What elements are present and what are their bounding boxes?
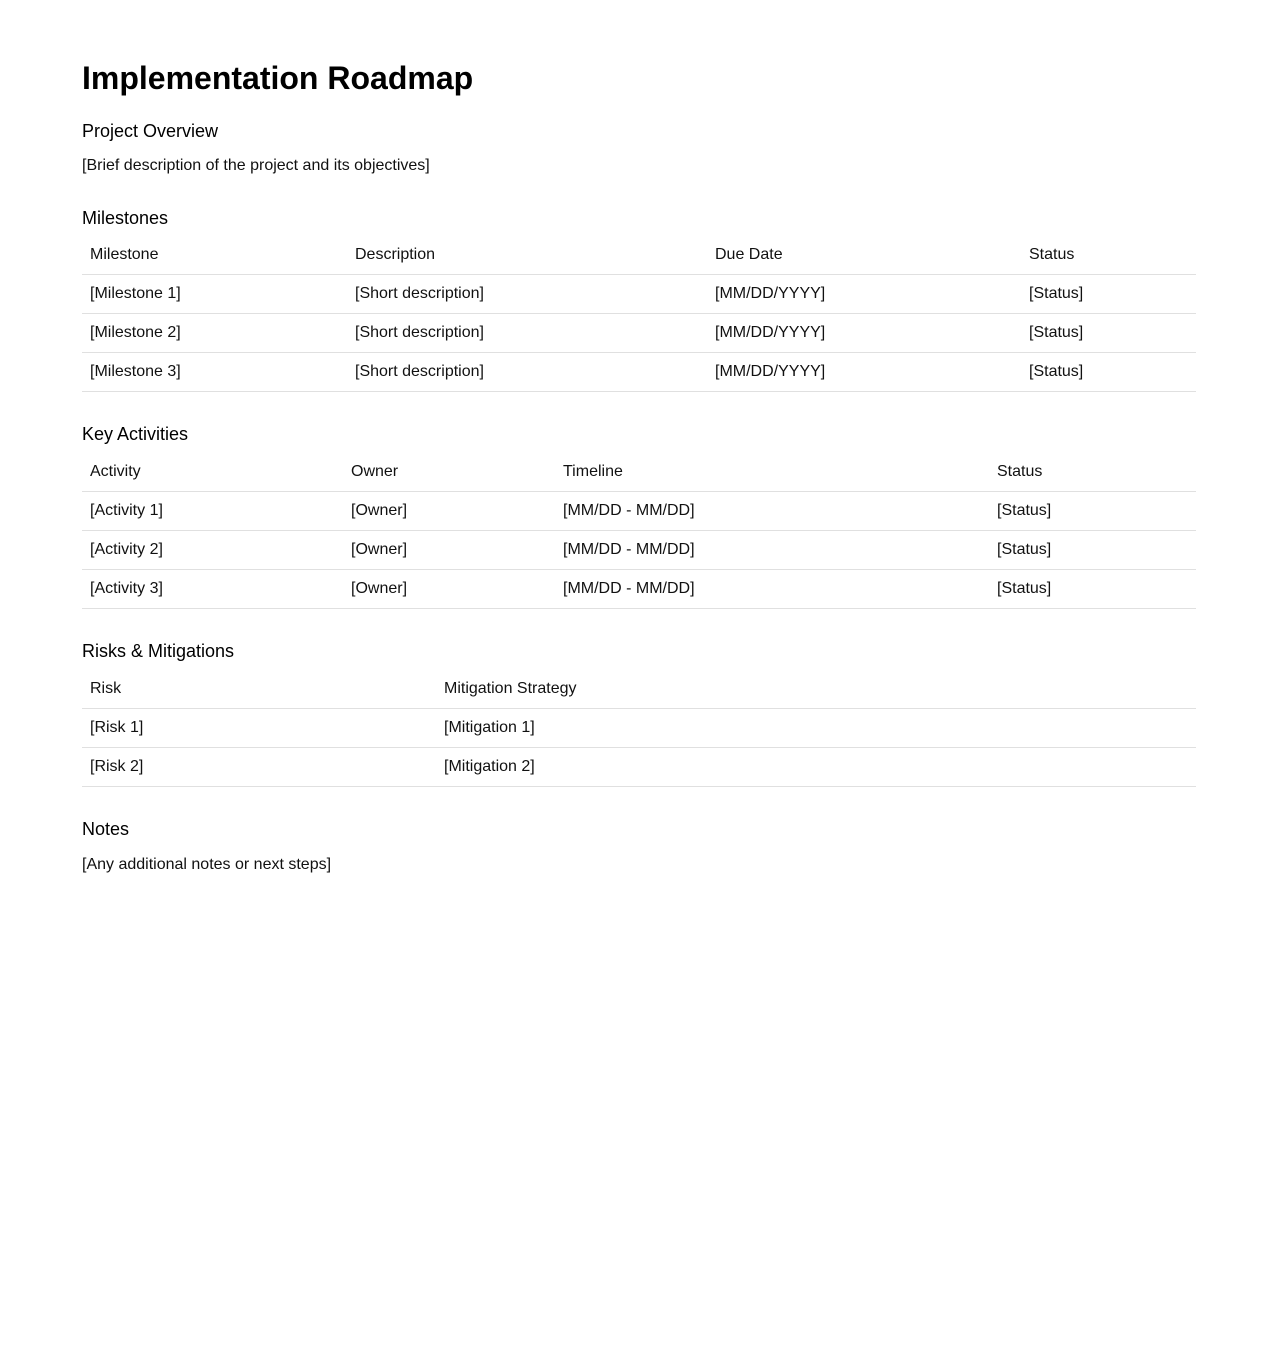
table-cell: [Milestone 2] [82, 314, 347, 353]
table-row [82, 314, 1196, 353]
notes-text: [Any additional notes or next steps] [82, 856, 332, 873]
table-row [82, 353, 1196, 392]
table-cell: [MM/DD/YYYY] [707, 275, 1021, 314]
column-header: Status [989, 453, 1196, 492]
table-cell: [Status] [1021, 314, 1196, 353]
table-header-row [82, 453, 1196, 492]
overview-heading: Project Overview [82, 121, 219, 141]
column-header: Timeline [555, 453, 989, 492]
table-row [82, 570, 1196, 609]
table-cell: [Status] [1021, 275, 1196, 314]
table-cell: [Status] [989, 531, 1196, 570]
table-cell: [Owner] [343, 531, 555, 570]
table-cell: [Short description] [347, 275, 707, 314]
table-cell: [Activity 2] [82, 531, 343, 570]
table-cell: [Short description] [347, 314, 707, 353]
column-header: Owner [343, 453, 555, 492]
table-cell: [Short description] [347, 353, 707, 392]
risks-heading: Risks & Mitigations [82, 641, 235, 661]
table-cell: [Mitigation 2] [436, 748, 1196, 787]
column-header: Status [1021, 236, 1196, 275]
table-row [82, 492, 1196, 531]
table-cell: [Status] [1021, 353, 1196, 392]
table-cell: [Activity 3] [82, 570, 343, 609]
table-cell: [Risk 1] [82, 709, 436, 748]
table-cell: [MM/DD - MM/DD] [555, 570, 989, 609]
table-cell: [Owner] [343, 492, 555, 531]
column-header: Activity [82, 453, 343, 492]
notes-heading: Notes [82, 819, 130, 839]
document [82, 58, 1196, 875]
page-title: Implementation Roadmap [82, 60, 474, 96]
table-cell: [Owner] [343, 570, 555, 609]
table-row [82, 709, 1196, 748]
table-header-row [82, 670, 1196, 709]
table-cell: [Mitigation 1] [436, 709, 1196, 748]
table-row [82, 531, 1196, 570]
table-cell: [Status] [989, 570, 1196, 609]
table-cell: [MM/DD/YYYY] [707, 353, 1021, 392]
milestones-table [82, 236, 1196, 392]
column-header: Mitigation Strategy [436, 670, 1196, 709]
column-header: Description [347, 236, 707, 275]
table-header-row [82, 236, 1196, 275]
risks-table [82, 670, 1196, 787]
table-cell: [Activity 1] [82, 492, 343, 531]
table-cell: [Status] [989, 492, 1196, 531]
table-cell: [MM/DD - MM/DD] [555, 492, 989, 531]
column-header: Due Date [707, 236, 1021, 275]
overview-text: [Brief description of the project and its objectives] [82, 157, 430, 174]
table-cell: [MM/DD/YYYY] [707, 314, 1021, 353]
table-row [82, 275, 1196, 314]
column-header: Risk [82, 670, 436, 709]
milestones-heading: Milestones [82, 208, 169, 228]
activities-heading: Key Activities [82, 424, 189, 444]
table-cell: [Milestone 1] [82, 275, 347, 314]
column-header: Milestone [82, 236, 347, 275]
table-cell: [Milestone 3] [82, 353, 347, 392]
table-cell: [Risk 2] [82, 748, 436, 787]
table-row [82, 748, 1196, 787]
table-cell: [MM/DD - MM/DD] [555, 531, 989, 570]
activities-table [82, 453, 1196, 609]
